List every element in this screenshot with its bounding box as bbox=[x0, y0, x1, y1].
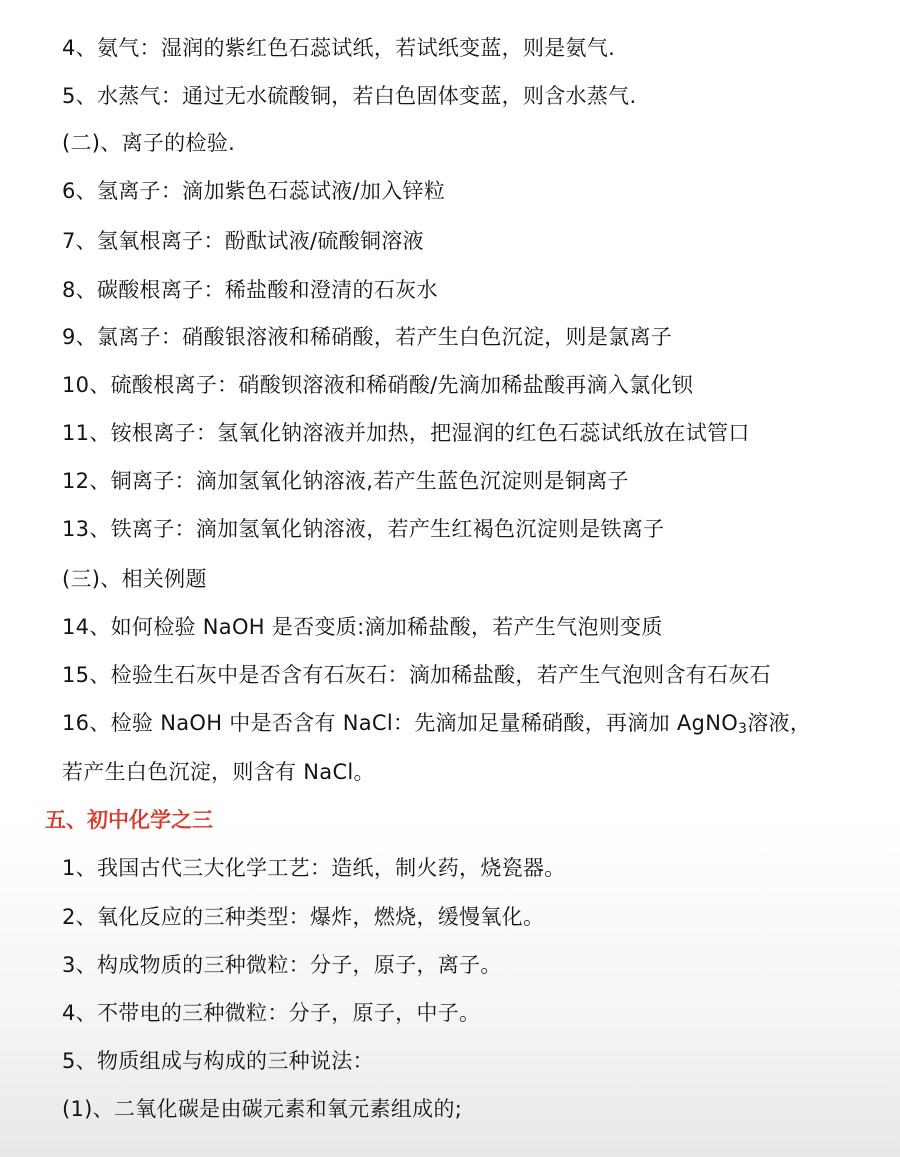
ion-test-item-iron: 13、铁离子：滴加氢氧化钠溶液，若产生红褐色沉淀则是铁离子 bbox=[62, 517, 665, 541]
section-five-heading: 五、初中化学之三 bbox=[45, 808, 213, 832]
ion-test-item-hydroxide: 7、氢氧根离子：酚酞试液/硫酸铜溶液 bbox=[62, 229, 424, 253]
ion-test-item-hydrogen: 6、氢离子：滴加紫色石蕊试液/加入锌粒 bbox=[62, 179, 446, 203]
fact-item-oxidation-types: 2、氧化反应的三种类型：爆炸，燃烧，缓慢氧化。 bbox=[62, 905, 545, 929]
example-item-nacl-suffix: 溶液， bbox=[747, 711, 812, 735]
examples-section-title: (三)、相关例题 bbox=[62, 567, 207, 591]
ion-test-section-title: (二)、离子的检验. bbox=[62, 131, 236, 155]
example-item-nacl-continuation: 若产生白色沉淀，则含有 NaCl。 bbox=[62, 760, 375, 784]
fact-item-composition: 5、物质组成与构成的三种说法： bbox=[62, 1049, 374, 1073]
ion-test-item-chloride: 9、氯离子：硝酸银溶液和稀硝酸，若产生白色沉淀，则是氯离子 bbox=[62, 325, 673, 349]
fact-item-neutral-particles: 4、不带电的三种微粒：分子，原子，中子。 bbox=[62, 1001, 481, 1025]
gas-test-item-water-vapor: 5、水蒸气：通过无水硫酸铜，若白色固体变蓝，则含水蒸气. bbox=[62, 84, 637, 108]
example-item-limestone: 15、检验生石灰中是否含有石灰石：滴加稀盐酸，若产生气泡则含有石灰石 bbox=[62, 663, 771, 687]
example-item-naoh: 14、如何检验 NaOH 是否变质:滴加稀盐酸，若产生气泡则变质 bbox=[62, 615, 663, 639]
fact-item-ancient-crafts: 1、我国古代三大化学工艺：造纸，制火药，烧瓷器。 bbox=[62, 856, 566, 880]
example-item-nacl-text: 16、检验 NaOH 中是否含有 NaCl：先滴加足量稀硝酸，再滴加 AgNO bbox=[62, 711, 739, 735]
example-item-nacl bbox=[62, 708, 811, 738]
gas-test-item-ammonia: 4、氨气：湿润的紫红色石蕊试纸，若试纸变蓝，则是氨气. bbox=[62, 36, 616, 60]
fact-item-co2: (1)、二氧化碳是由碳元素和氧元素组成的; bbox=[62, 1097, 463, 1121]
ion-test-item-ammonium: 11、铵根离子：氢氧化钠溶液并加热，把湿润的红色石蕊试纸放在试管口 bbox=[62, 421, 750, 445]
ion-test-item-carbonate: 8、碳酸根离子：稀盐酸和澄清的石灰水 bbox=[62, 278, 438, 302]
ion-test-item-copper: 12、铜离子：滴加氢氧化钠溶液,若产生蓝色沉淀则是铜离子 bbox=[62, 469, 629, 493]
agno3-subscript: 3 bbox=[738, 721, 748, 737]
fact-item-particles: 3、构成物质的三种微粒：分子，原子，离子。 bbox=[62, 953, 502, 977]
ion-test-item-sulfate: 10、硫酸根离子：硝酸钡溶液和稀硝酸/先滴加稀盐酸再滴入氯化钡 bbox=[62, 373, 694, 397]
